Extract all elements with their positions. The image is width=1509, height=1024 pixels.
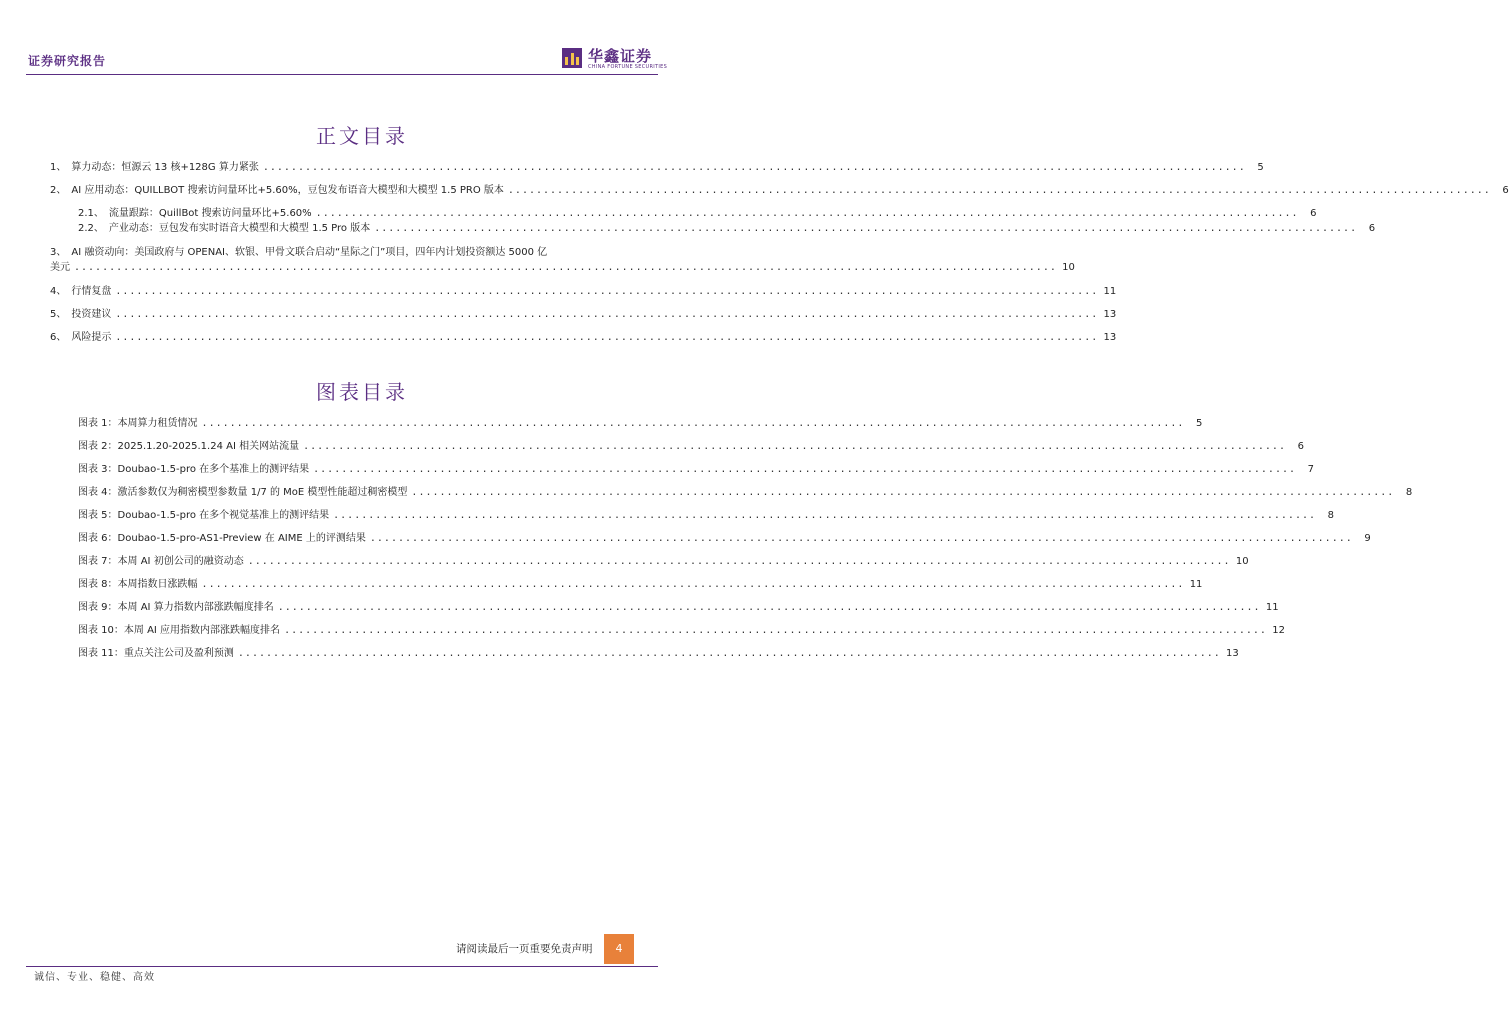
dot-leader: ............................................................................................................................................: [74, 262, 1057, 273]
figure-item-page: 9: [1364, 533, 1371, 544]
toc-item-page: 13: [1103, 309, 1117, 320]
dot-leader: ............................................................................................................................................: [277, 602, 1261, 613]
toc-item[interactable]: [50, 184, 1509, 198]
figure-item-page: 7: [1307, 464, 1315, 475]
figure-item-title: 图表 2：2025.1.20-2025.1.24 AI 相关网站流量: [78, 441, 300, 452]
dot-leader: ............................................................................................................................................: [374, 223, 1358, 234]
figure-item-page: 11: [1265, 602, 1279, 613]
figure-item[interactable]: [78, 647, 1239, 661]
figure-item[interactable]: [78, 417, 1203, 431]
dot-leader: ............................................................................................................................................: [115, 332, 1099, 343]
dot-leader: ............................................................................................................................................: [201, 579, 1185, 590]
company-motto: 诚信、专业、稳健、高效: [34, 972, 155, 983]
logo-text-en: CHINA FORTUNE SECURITIES: [588, 64, 668, 70]
toc-item-title: 6、 风险提示: [50, 332, 112, 343]
header-divider: [26, 74, 658, 75]
figure-item-page: 6: [1297, 441, 1304, 452]
page-number-badge: 4: [604, 934, 634, 964]
toc-item-title[interactable]: 3、 AI 融资动向：美国政府与 OPENAI、软银、甲骨文联合启动“星际之门”项目，四年内计划投资额达 5000 亿: [50, 247, 548, 258]
figure-item-title: 图表 5：Doubao-1.5-pro 在多个视觉基准上的测评结果: [78, 510, 330, 521]
toc-item-page: 6: [1310, 208, 1317, 219]
figure-item-page: 8: [1405, 487, 1413, 498]
dot-leader: ............................................................................................................................................: [247, 556, 1231, 567]
figure-item-title: 图表 7：本周 AI 初创公司的融资动态: [78, 556, 244, 567]
toc-item-page: 6: [1368, 223, 1376, 234]
figure-item-page: 13: [1226, 648, 1239, 659]
figure-item[interactable]: [78, 486, 1413, 500]
company-logo: [562, 46, 668, 72]
figure-item-title: 图表 10：本周 AI 应用指数内部涨跌幅度排名: [78, 625, 281, 636]
figure-item-page: 11: [1189, 579, 1203, 590]
figure-item[interactable]: [78, 555, 1249, 569]
toc-item-title: 1、 算力动态：恒源云 13 核+128G 算力紧张: [50, 162, 259, 173]
dot-leader: ............................................................................................................................................: [315, 208, 1299, 219]
figure-item[interactable]: [78, 509, 1335, 523]
toc-item[interactable]: [50, 308, 1117, 322]
disclaimer-notice: 请阅读最后一页重要免责声明: [456, 943, 593, 955]
figure-item-title: 图表 9：本周 AI 算力指数内部涨跌幅度排名: [78, 602, 274, 613]
toc-item-page: 10: [1062, 262, 1075, 273]
toc-item-title: 2、 AI 应用动态：QUILLBOT 搜索访问量环比+5.60%，豆包发布语音大模型和大模型 1.5 PRO 版本: [50, 185, 504, 196]
figure-item-title: 图表 11：重点关注公司及盈利预测: [78, 648, 234, 659]
footer-divider: [26, 966, 658, 967]
dot-leader: ............................................................................................................................................: [262, 162, 1246, 173]
report-type-label: 证券研究报告: [28, 54, 107, 68]
dot-leader: ............................................................................................................................................: [303, 441, 1286, 452]
dot-leader: ............................................................................................................................................: [115, 309, 1099, 320]
toc-item-title: 5、 投资建议: [50, 309, 112, 320]
dot-leader: ............................................................................................................................................: [115, 286, 1099, 297]
toc-item[interactable]: [50, 261, 1075, 275]
dot-leader: ............................................................................................................................................: [507, 185, 1491, 196]
figure-item[interactable]: [78, 440, 1304, 454]
figure-item-title: 图表 3：Doubao-1.5-pro 在多个基准上的测评结果: [78, 464, 310, 475]
figure-item-title: 图表 1：本周算力租赁情况: [78, 418, 198, 429]
figure-item-title: 图表 6：Doubao-1.5-pro-AS1-Preview 在 AIME 上的评测结果: [78, 533, 366, 544]
figure-item[interactable]: [78, 624, 1285, 638]
toc-subitem[interactable]: [78, 207, 1317, 221]
figure-item-title: 图表 8：本周指数日涨跌幅: [78, 579, 198, 590]
toc-item-title: 4、 行情复盘: [50, 286, 112, 297]
toc-item[interactable]: [50, 161, 1264, 175]
toc-subitem[interactable]: [78, 222, 1376, 236]
dot-leader: ............................................................................................................................................: [369, 533, 1353, 544]
figure-item[interactable]: [78, 463, 1315, 477]
logo-mark-icon: [562, 48, 582, 68]
dot-leader: ............................................................................................................................................: [313, 464, 1297, 475]
dot-leader: ............................................................................................................................................: [284, 625, 1267, 636]
toc-item[interactable]: [50, 331, 1117, 345]
toc-title: 正文目录: [316, 124, 408, 148]
figures-title: 图表目录: [316, 380, 408, 404]
dot-leader: ............................................................................................................................................: [411, 487, 1395, 498]
figure-item-page: 10: [1235, 556, 1249, 567]
figure-item-page: 5: [1196, 418, 1203, 429]
toc-item-page: 5: [1257, 162, 1264, 173]
figure-item-page: 12: [1272, 625, 1285, 636]
figure-item-title: 图表 4：激活参数仅为稠密模型参数量 1/7 的 MoE 模型性能超过稠密模型: [78, 487, 408, 498]
toc-item[interactable]: [50, 285, 1117, 299]
toc-item-page: 6: [1502, 185, 1509, 196]
figure-item-page: 8: [1327, 510, 1335, 521]
toc-item-title: 2.2、 产业动态：豆包发布实时语音大模型和大模型 1.5 Pro 版本: [78, 223, 371, 234]
toc-item-title: 2.1、 流量跟踪：QuillBot 搜索访问量环比+5.60%: [78, 208, 312, 219]
toc-item-page: 13: [1103, 332, 1117, 343]
dot-leader: ............................................................................................................................................: [237, 648, 1221, 659]
dot-leader: ............................................................................................................................................: [201, 418, 1185, 429]
logo-text-cn: 华鑫证券: [588, 47, 653, 65]
figure-item[interactable]: [78, 532, 1371, 546]
dot-leader: ............................................................................................................................................: [333, 510, 1317, 521]
toc-item-page: 11: [1103, 286, 1117, 297]
toc-item-title-cont: 美元: [50, 262, 70, 273]
figure-item[interactable]: [78, 578, 1203, 592]
figure-item[interactable]: [78, 601, 1279, 615]
